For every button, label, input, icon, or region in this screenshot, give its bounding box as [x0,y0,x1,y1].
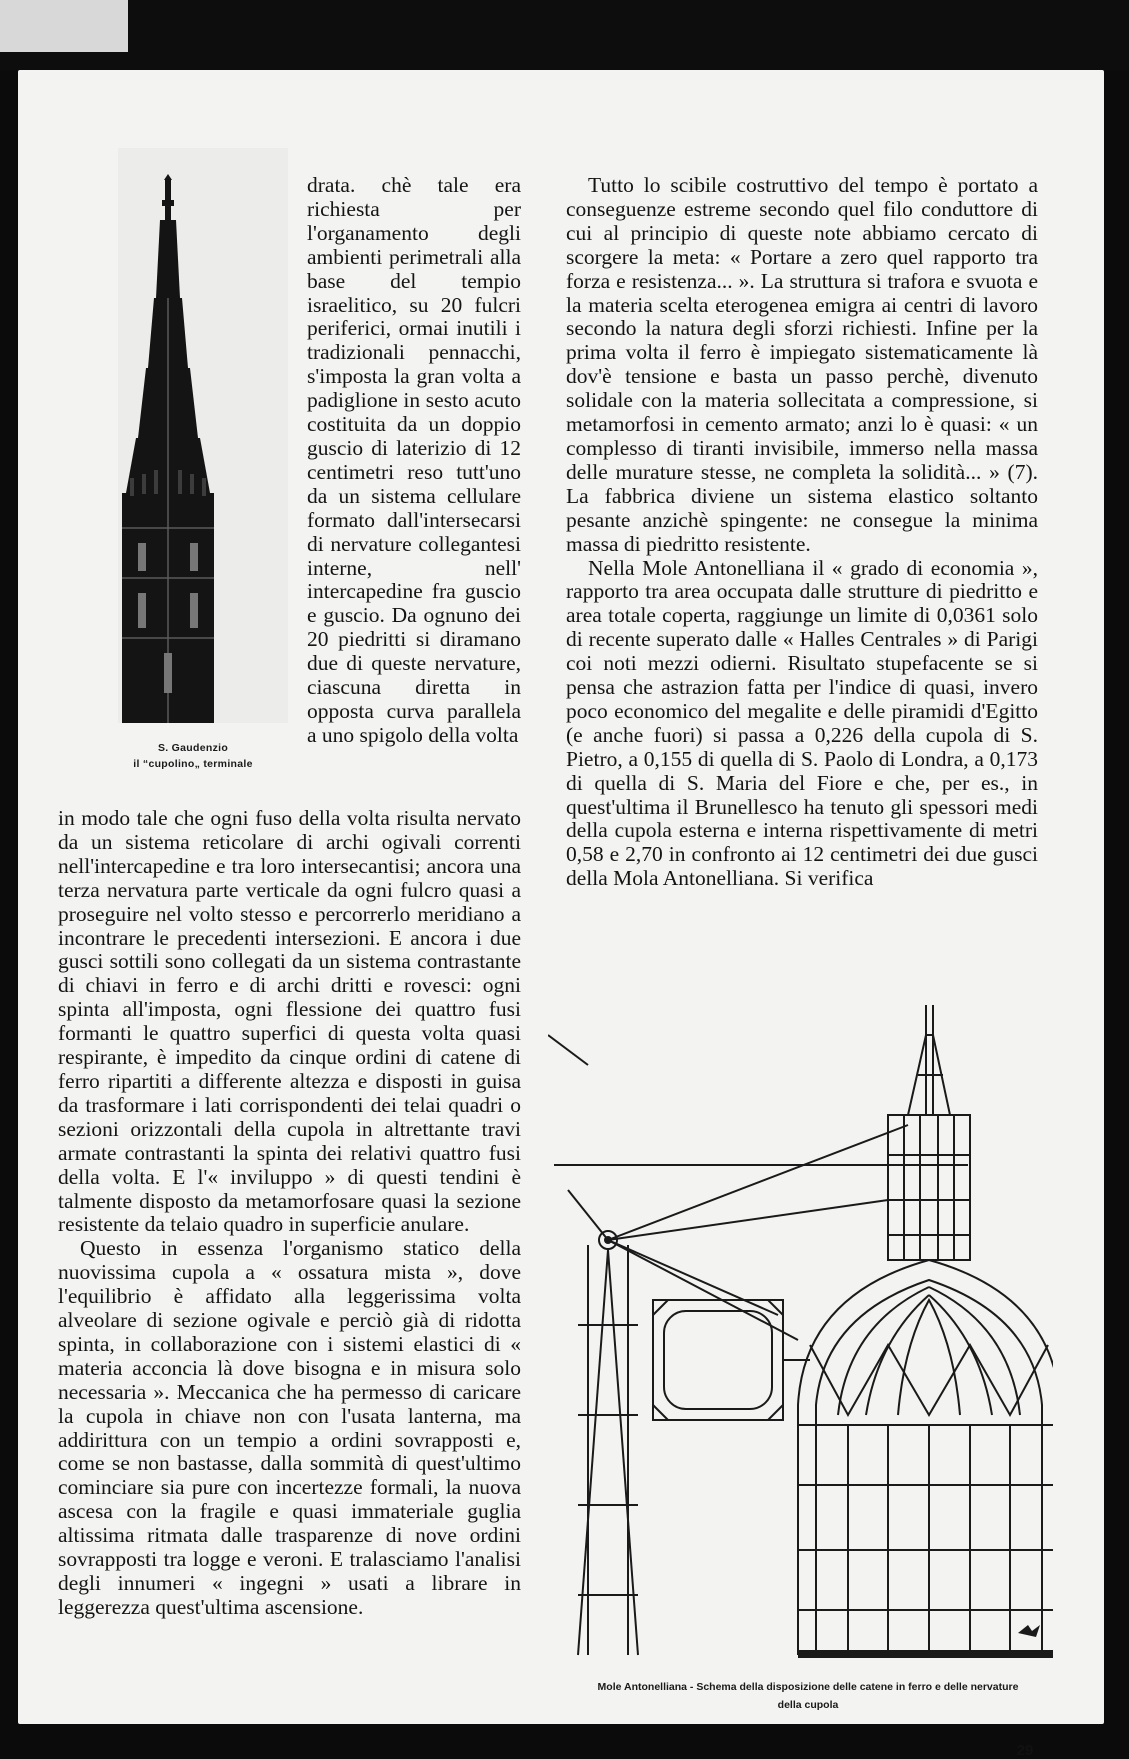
page-number: 29 [1016,1742,1034,1759]
paragraph: in modo tale che ogni fuso della volta risulta nervato da un sistema reticolare di archi ogivali correnti nell'intercapedine e tra loro intersecantisi; ancora una terza nervatura parte verticale da ogni fulcro quasi a proseguire nel volto stesso e percorrerlo meridiano a incontrare le precedenti intersezioni. E ancora i due gusci sottili sono collegati da un sistema contrastante di chiavi in ferro e di archi dritti e rovesci: ogni spinta all'imposta, ogni flessione dei quattro fusi formanti le quattro superfici di questa volta quasi respirante, è impedito da cinque ordini di catene di ferro ripartiti a differente altezza e disposti in guisa da trasformare i lati corrispondenti dei telai quadri o sezioni orizzontali della cupola in altrettante travi armate contrastanti la spinta dei relativi quattro fusi della volta. E l'« inviluppo » di questi tendini è talmente disposto da metamorfosare quasi la sezione resistente da telaio quadro in superficie anulare. [58,806,521,1237]
book-page [18,70,1104,1759]
paragraph: Tutto lo scibile costruttivo del tempo è portato a conseguenze estreme secondo quel filo conduttore di cui al principio di queste note abbiamo cercato di scorgere la meta: « Portare a zero quel rapporto tra forza e resistenza... ». La struttura si trafora e svuota e la materia scelta eterogenea emigra ai centri di lavoro secondo la natura degli sforzi richiesti. Infine per la prima volta il ferro è impiegato sistematicamente là dov'è tensione e basta un passo perchè, divenuto solidale con la materia sollecitata a compressione, si metamorfosi in cemento armato; anzi lo è quasi: « un complesso di tiranti invisibile, immerso nella massa delle murature stesse, ne completa la solidità... » (7). La fabbrica diviene un sistema elastico soltanto pesante anzichè spingente: ne consegue la minima massa di piedritto resistente. [566,173,1038,556]
spire-photo-caption [78,740,308,772]
paragraph: drata. chè tale era richiesta per l'organamento degli ambienti perimetrali alla base del tempio israelitico, su 20 fulcri periferici, ormai inutili i tradizionali pennacchi, s'imposta la gran volta a padiglione in sesto acuto costituita da un doppio guscio di laterizio di 12 centimetri reso tutt'uno da un sistema cellulare formato dall'intersecarsi di nervature collegantesi interne, nell' intercapedine fra guscio e guscio. Da ognuno dei 20 piedritti si diramano due di queste nervature, ciascuna diretta in opposta curva parallela a uno spigolo della volta [307,173,521,747]
spire-photo [118,148,288,723]
wide-column-text [58,807,521,1620]
caption-line-2: il “cupolino„ terminale [133,758,253,770]
caption-line-1: S. Gaudenzio [157,742,229,754]
right-column-text [566,174,1038,891]
paragraph: Nella Mole Antonelliana il « grado di economia », rapporto tra area occupata dalle strutture di piedritto e area totale coperta, raggiunge un limite di 0,0361 solo di recente superato dalle « Halles Centrales » di Parigi coi noti mezzi odierni. Risultato stupefacente se si pensa che astrazion fatta per l'indice di quasi, invero poco economico del megalite e delle piramidi d'Egitto (e anche fuori) si passa a 0,226 della cupola di S. Pietro, a 0,155 di quella di S. Paolo di Londra, a 0,173 di quella di S. Maria del Fiore e che, per es., in quest'ultima il Brunellesco ha tenuto gli spessori medi della cupola esterna e interna rispettivamente di metri 0,58 e 2,70 in confronto ai 12 centimetri dei due gusci della Mola Antonelliana. Si verifica [566,555,1038,891]
narrow-column-text [307,174,521,748]
drawing-caption: Mole Antonelliana - Schema della disposizione delle catene in ferro e delle nervature della cupola [597,1681,1019,1711]
scan-corner-mark [0,0,128,52]
mole-structure-drawing [548,995,1053,1680]
paragraph: Questo in essenza l'organismo statico della nuovissima cupola a « ossatura mista », dove l'equilibrio è affidato alla leggerissima volta alveolare di sezione ogivale e perciò già di ridotta spinta, in collaborazione con i sistemi elastici di « materia acconcia là dove bisogna e in misura solo necessaria ». Meccanica che ha permesso di caricare la cupola in chiave non con l'usata lanterna, ma addirittura con un tempio a ordini sovrapposti e, come se non bastasse, dalla sommità di quest'ultimo cominciare sia pure con incertezze formali, la nuova ascesa con la fragile e quasi immateriale guglia altissima ritmata dalle trasparenze di nove ordini sovrapposti tra logge e veroni. E tralasciamo l'analisi degli innumeri « ingegni » usati a librare in leggerezza quest'ultima ascensione. [58,1236,521,1619]
scan-top-border [0,0,1129,70]
